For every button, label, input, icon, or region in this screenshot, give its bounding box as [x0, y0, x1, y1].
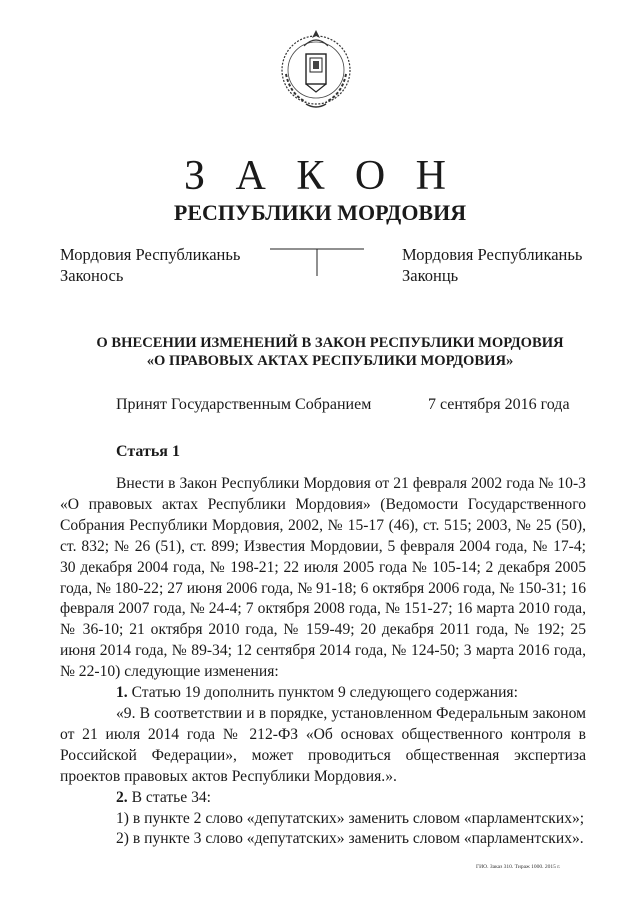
left-language-line-2: Законось — [60, 266, 124, 285]
quoted-amendment-paragraph: «9. В соответствии и в порядке, установленном Федеральным законом от 21 июля 2014 года № 212-ФЗ «Об основах общественного контроля в Российской Федерации», может проводиться общественная экспертиза проектов правовых актов Республики Мордовия.». — [60, 704, 586, 785]
right-language-line-1: Мордовия Республиканьь — [402, 245, 583, 264]
item-1-paragraph — [60, 683, 586, 704]
item-2-text: В статье 34: — [127, 788, 212, 806]
item-1-number: 1. — [116, 684, 128, 702]
adopted-by: Принят Государственным Собранием — [116, 396, 372, 413]
subitem-2-paragraph: 2) в пункте 3 слово «депутатских» заменить словом «парламентских». — [116, 830, 584, 848]
article-intro-paragraph: Внести в Закон Республики Мордовия от 21 февраля 2002 года № 10-З «О правовых актах Республики Мордовия» (Ведомости Государственного Собрания Республики Мордовия, 2002, № 15-17 (46), ст. 515; 2003, № 25 (50), ст. 832; № 26 (51), ст. 899; Известия Мордовии, 5 февраля 2004 года, № 17-4; 30 декабря 2004 года, № 198-21; 22 июля 2005 года № 105-14; 2 декабря 2005 года, № 180-22; 27 июня 2006 года, № 91-18; 6 октября 2006 года, № 150-31; 16 февраля 2007 года, № 24-4; 7 октября 2008 года, № 151-27; 16 марта 2010 года, № 36-10; 21 октября 2010 года, № 159-49; 20 декабря 2011 года, № 192; 25 июня 2014 года, № 89-34; 12 сентября 2014 года, № 124-50; 3 марта 2016 года, № 22-10) следующие изменения: — [60, 475, 586, 681]
coat-of-arms-emblem — [276, 24, 356, 114]
left-language-header — [60, 244, 270, 286]
right-language-line-2: Законць — [402, 266, 459, 285]
subitem-1-paragraph: 1) в пункте 2 слово «депутатских» заменить словом «парламентских»; — [116, 809, 585, 827]
law-heading-line-2: «О ПРАВОВЫХ АКТАХ РЕСПУБЛИКИ МОРДОВИЯ» — [146, 353, 514, 369]
adopted-date: 7 сентября 2016 года — [428, 396, 570, 413]
center-divider-mark — [270, 248, 364, 278]
item-2-number: 2. — [116, 788, 128, 806]
law-heading — [60, 334, 600, 370]
article-body — [60, 474, 586, 850]
right-language-header — [402, 244, 612, 286]
item-1-text: Статью 19 дополнить пунктом 9 следующего содержания: — [127, 684, 518, 702]
article-title: Статья 1 — [116, 443, 180, 460]
document-title: З А К О Н — [183, 153, 457, 199]
print-info-footer: ГИО. Заказ 310. Тираж 1000. 2015 г. — [476, 864, 561, 870]
document-subtitle: РЕСПУБЛИКИ МОРДОВИЯ — [173, 200, 467, 225]
item-2-paragraph — [60, 788, 586, 809]
left-language-line-1: Мордовия Республиканьь — [60, 245, 241, 264]
law-heading-line-1: О ВНЕСЕНИИ ИЗМЕНЕНИЙ В ЗАКОН РЕСПУБЛИКИ МОРДОВИЯ — [96, 335, 564, 351]
